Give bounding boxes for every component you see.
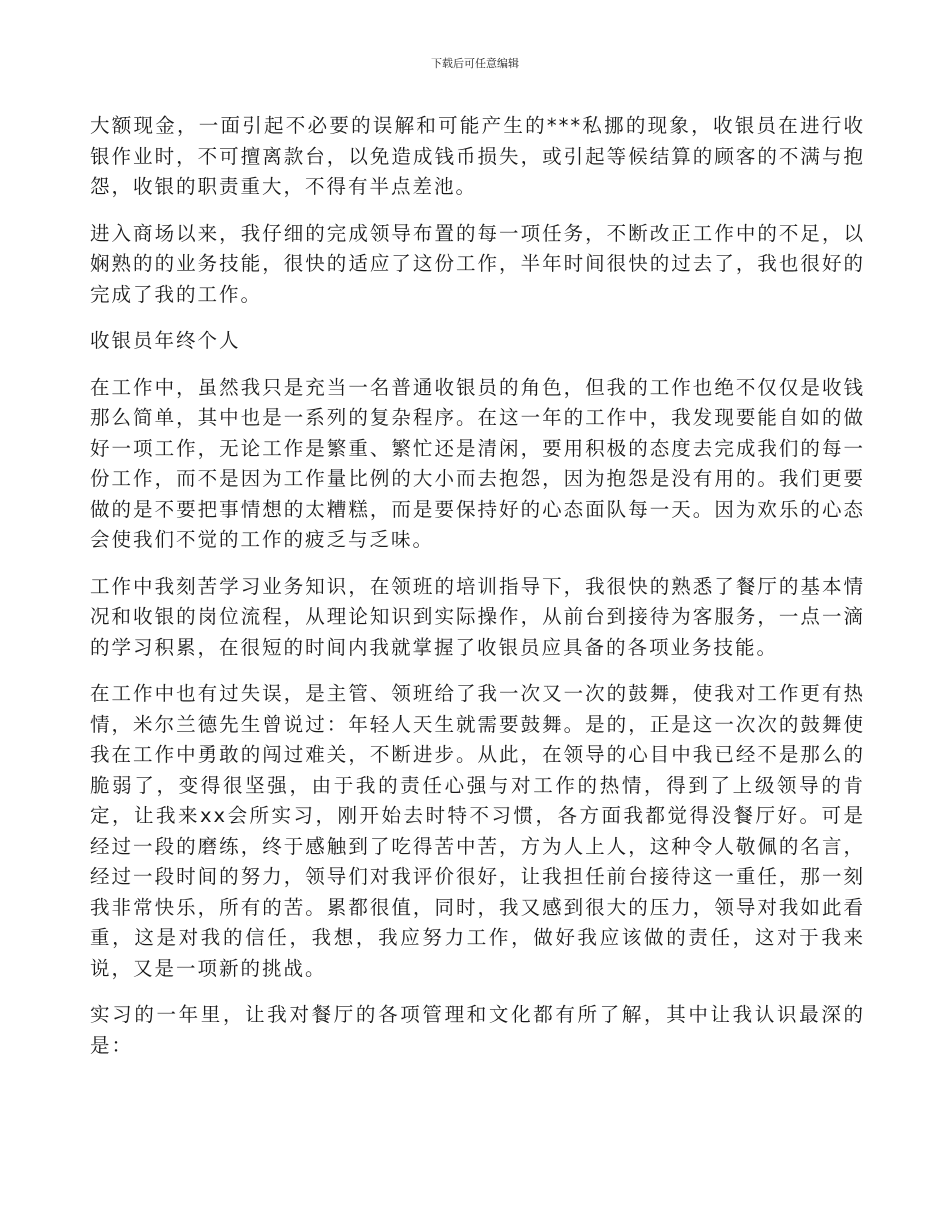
document-body bbox=[90, 111, 865, 1077]
paragraph-work-attitude: 在工作中，虽然我只是充当一名普通收银员的角色，但我的工作也绝不仅仅是收钱那么简单，其中也是一系列的复杂程序。在这一年的工作中，我发现要能自如的做好一项工作，无论工作是繁重、繁忙还是清闲，要用积极的态度去完成我们的每一份工作，而不是因为工作量比例的大小而去抱怨，因为抱怨是没有用的。我们更要做的是不要把事情想的太糟糕，而是要保持好的心态面队每一天。因为欢乐的心态会使我们不觉的工作的疲乏与乏味。 bbox=[90, 375, 865, 551]
paragraph-since-joining: 进入商场以来，我仔细的完成领导布置的每一项任务，不断改正工作中的不足，以娴熟的的业务技能，很快的适应了这份工作，半年时间很快的过去了，我也很好的完成了我的工作。 bbox=[90, 221, 865, 306]
paragraph-internship: 实习的一年里，让我对餐厅的各项管理和文化都有所了解，其中让我认识最深的是： bbox=[90, 1003, 865, 1057]
paragraph-cash-handling: 大额现金，一面引起不必要的误解和可能产生的***私挪的现象，收银员在进行收银作业时，不可擅离款台，以免造成钱币损失，或引起等候结算的顾客的不满与抱怨，收银的职责重大，不得有半点差池。 bbox=[90, 114, 865, 198]
paragraph-learning: 工作中我刻苦学习业务知识，在领班的培训指导下，我很快的熟悉了餐厅的基本情况和收银的岗位流程，从理论知识到实际操作，从前台到接待为客服务，一点一滴的学习积累，在很短的时间内我就掌握了收银员应具备的各项业务技能。 bbox=[90, 574, 865, 659]
paragraph-encouragement: 在工作中也有过失误，是主管、领班给了我一次又一次的鼓舞，使我对工作更有热情，米尔兰德先生曾说过：年轻人天生就需要鼓舞。是的，正是这一次次的鼓舞使我在工作中勇敢的闯过难关，不断进步。从此，在领导的心目中我已经不是那么的脆弱了，变得很坚强，由于我的责任心强与对工作的热情，得到了上级领导的肯定，让我来xx会所实习，刚开始去时特不习惯，各方面我都觉得没餐厅好。可是经过一段的磨练，终于感触到了吃得苦中苦，方为人上人，这种令人敬佩的名言，经过一段时间的努力，领导们对我评价很好，让我担任前台接待这一重任，那一刻我非常快乐，所有的苦。累都很值，同时，我又感到很大的压力，领导对我如此看重，这是对我的信任，我想，我应努力工作，做好我应该做的责任，这对于我来说，又是一项新的挑战。 bbox=[90, 682, 865, 980]
section-heading: 收银员年终个人 bbox=[90, 329, 241, 352]
page-header-note: 下载后可任意编辑 bbox=[431, 57, 519, 70]
